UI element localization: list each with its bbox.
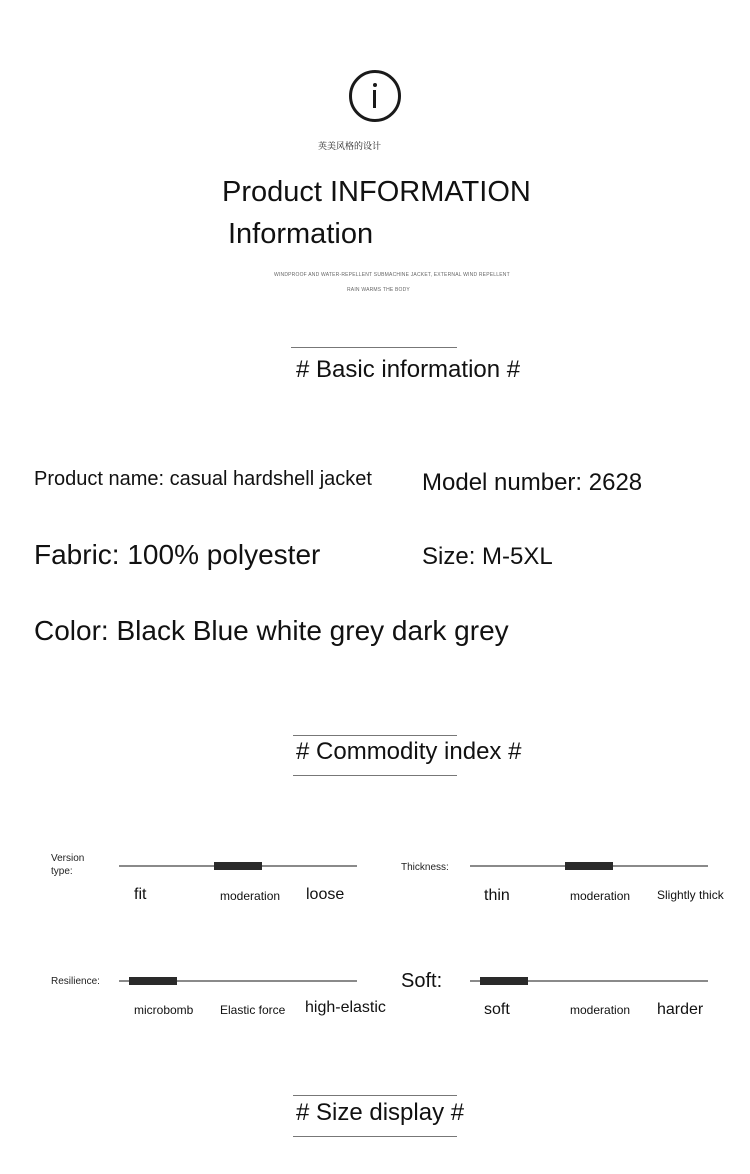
info-icon-stem [373, 90, 376, 108]
version-type-indicator [214, 862, 262, 870]
resilience-option: microbomb [134, 1003, 194, 1017]
tagline-line-2: RAIN WARMS THE BODY [347, 287, 410, 293]
page-title-second-line: Information [228, 218, 374, 250]
soft-option: soft [484, 1001, 510, 1018]
thickness-option: thin [484, 887, 510, 904]
model-number: Model number: 2628 [422, 469, 643, 496]
section-rule-top [293, 735, 457, 736]
section-title-size: # Size display # [296, 1099, 465, 1126]
thickness-indicator [565, 862, 613, 870]
thickness-option: Slightly thick [657, 888, 724, 902]
version-type-option: fit [134, 886, 147, 903]
section-rule-bottom [293, 1136, 457, 1137]
fabric: Fabric: 100% polyester [34, 539, 321, 570]
section-title-commodity: # Commodity index # [296, 738, 522, 765]
version-type-option: moderation [220, 889, 281, 903]
page-title: Product INFORMATION [222, 176, 531, 208]
product-name: Product name: casual hardshell jacket [34, 468, 372, 490]
section-rule-top [291, 347, 457, 348]
resilience-indicator [129, 977, 177, 985]
soft-option: moderation [570, 1003, 631, 1017]
subtitle-chinese: 英美风格的设计 [318, 142, 382, 152]
resilience-label: Resilience: [51, 976, 100, 987]
tagline-line-1: WINDPROOF AND WATER-REPELLENT SUBMACHINE JACKET, EXTERNAL WIND REPELLENT [274, 272, 510, 278]
resilience-option: high-elastic [305, 999, 386, 1016]
info-icon [349, 70, 401, 122]
size-range: Size: M-5XL [422, 543, 553, 570]
soft-label: Soft: [401, 970, 443, 992]
soft-indicator [480, 977, 528, 985]
version-type-option: loose [306, 886, 345, 903]
section-rule-top [293, 1095, 457, 1096]
section-title-basic: # Basic information # [296, 356, 521, 383]
section-rule-bottom [293, 775, 457, 776]
soft-option: harder [657, 1001, 704, 1018]
thickness-label: Thickness: [401, 862, 449, 873]
version-type-label: Version type: [51, 853, 85, 877]
resilience-option: Elastic force [220, 1003, 286, 1017]
color-options: Color: Black Blue white grey dark grey [34, 615, 509, 646]
info-icon-dot [373, 83, 377, 87]
thickness-option: moderation [570, 889, 631, 903]
